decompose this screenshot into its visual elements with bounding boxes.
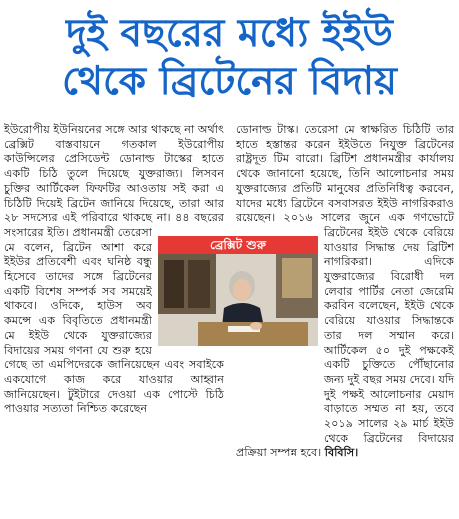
photo-caption: ব্রেক্সিট শুরু <box>158 236 318 254</box>
article-text-right-body: ডোনাল্ড টাস্ক। তেরেসা মে স্বাক্ষরিত চিঠিটি তার হাতে হস্তান্তর করেন ইইউতে নিযুক্ত ব্রিটেনের রাষ্ট্রদূত টিম বারো। ব্রিটিশ প্রধানমন্ত্রীর কার্যালয় থেকে জানানো হয়েছে, তিনি আলোচনার সময় যুক্তরাজ্যের প্রতিটি মানুষের প্রতিনিধিত্ব করবেন, যাদের মধ্যে ব্রিটেনে বসবাসরত ইইউ নাগরিকরাও রয়েছেন। ২০১৬ সালের জুনে এক গণভোটে ব্রিটেনের ইইউ থেকে বেরিয়ে যাওয়ার সিদ্ধান্ত দেয় ব্রিটিশ নাগরিকরা। এদিকে যুক্তরাজ্যের বিরোধী দল লেবার পার্টির নেতা জেরেমি করবিন বলেছেন, ইইউ থেকে বেরিয়ে যাওয়ার সিদ্ধান্তকে তার দল সম্মান করে। আর্টিকেল ৫০ দুই পক্ষকেই একটি চুক্তিতে পৌঁছানোর জন্য দুই বছর সময় দেবে। যদি দুই পক্ষই আলোচনার মেয়াদ বাড়াতে সম্মত না হয়, তবে ২০১৯ সালের ২৯ মার্চ ইইউ থেকে ব্রিটেনের বিদায়ের প্রক্রিয়া সম্পন্ন হবে। <box>236 123 454 460</box>
photo-image <box>158 236 318 346</box>
article-text-left: ইউরোপীয় ইউনিয়নের সঙ্গে আর থাকছে না অর্থাৎ ব্রেক্সিট বাস্তবায়নে গতকাল ইউরোপীয় কাউন্সিলের প্রেসিডেন্ট ডোনাল্ড টাস্কের হাতে একটি চিঠি তুলে দিয়েছে যুক্তরাজ্য। লিসবন চুক্তির আর্টিকেল ফিফটির আওতায় সই করা এ চিঠিটি দিয়েই ব্রিটেন জানিয়ে দিয়েছে, তারা আর ২৮ সদস্যের এই পরিবারে থাকছে না। ৪৪ বছরের সংসারের ইতি। প্রধানমন্ত্রী তেরেসা মে বলেন, ব্রিটেন আশা করে ইইউর প্রতিবেশী এবং ঘনিষ্ঠ বন্ধু হিসেবে তাদের সঙ্গে ব্রিটেনের একটি বিশেষ সম্পর্ক সব সময়েই থাকবে। ওদিকে, হাউস অব কমন্সে এক বিবৃতিতে প্রধানমন্ত্রী মে ইইউ থেকে যুক্তরাজ্যের বিদায়ের সময় গণনা যে শুরু হয়ে গেছে তা এমপিদেরকে জানিয়েছেন এবং সবাইকে একযোগে কাজ করে যাওয়ার আহ্বান জানিয়েছেন। টুইটারে দেওয়া এক পোস্টে চিঠি পাওয়ার সত্যতা নিশ্চিত করেছেন <box>4 123 224 416</box>
headline-line-2: থেকে ব্রিটেনের বিদায় <box>61 59 398 104</box>
article-photo <box>154 231 320 349</box>
headline <box>0 0 459 112</box>
article-source: বিবিসি। <box>324 446 359 460</box>
headline-line-1: দুই বছরের মধ্যে ইইউ <box>66 11 393 56</box>
